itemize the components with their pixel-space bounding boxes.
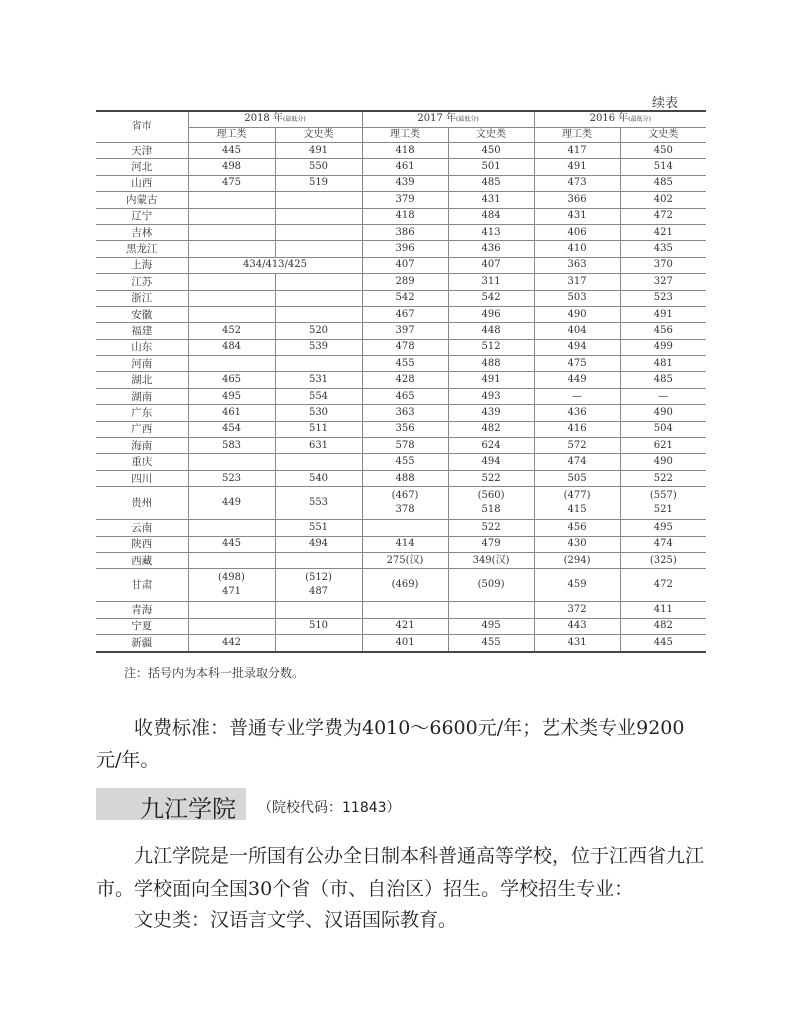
table-row — [96, 241, 706, 257]
score-cell — [275, 552, 362, 568]
score-cell: 498 — [188, 159, 275, 175]
score-cell: 407 — [362, 257, 448, 273]
province-cell: 海南 — [96, 438, 188, 454]
score-cell: 481 — [620, 356, 706, 372]
province-cell: 广东 — [96, 405, 188, 421]
score-cell: 491 — [448, 372, 534, 388]
score-cell — [275, 306, 362, 322]
province-cell: 河北 — [96, 159, 188, 175]
score-cell — [188, 454, 275, 470]
province-cell: 山东 — [96, 339, 188, 355]
year-header: 2017 年(最低分) — [362, 111, 534, 128]
table-row — [96, 635, 706, 652]
score-cell: 465 — [188, 372, 275, 388]
score-cell: 443 — [534, 618, 620, 634]
score-cell: 396 — [362, 241, 448, 257]
score-cell: 512 — [448, 339, 534, 355]
subject-header: 理工类 — [362, 128, 448, 143]
score-cell: 494 — [275, 536, 362, 552]
province-cell: 青海 — [96, 602, 188, 618]
score-cell — [362, 520, 448, 536]
score-cell: 349(汉) — [448, 552, 534, 568]
score-cell: 519 — [275, 175, 362, 191]
score-cell — [188, 602, 275, 618]
score-cell: 542 — [362, 290, 448, 306]
score-cell: — — [534, 388, 620, 404]
score-cell: 455 — [362, 454, 448, 470]
score-cell: 482 — [620, 618, 706, 634]
score-cell: 465 — [362, 388, 448, 404]
score-cell: 421 — [620, 224, 706, 240]
score-cell: 356 — [362, 421, 448, 437]
table-row — [96, 618, 706, 634]
score-cell: 431 — [448, 192, 534, 208]
score-cell: 540 — [275, 470, 362, 486]
score-cell: 523 — [620, 290, 706, 306]
table-row — [96, 224, 706, 240]
province-cell: 重庆 — [96, 454, 188, 470]
table-row — [96, 274, 706, 290]
table-row — [96, 438, 706, 454]
score-cell — [275, 192, 362, 208]
score-cell: 439 — [448, 405, 534, 421]
province-cell: 吉林 — [96, 224, 188, 240]
province-cell: 西藏 — [96, 552, 188, 568]
table-row — [96, 602, 706, 618]
intro-paragraph: 九江学院是一所国有公办全日制本科普通高等学校，位于江西省九江市。学校面向全国30个省（市、自治区）招生。学校招生专业： — [96, 845, 705, 900]
continued-label: 续表 — [652, 96, 679, 111]
table-row — [96, 208, 706, 224]
score-cell — [188, 224, 275, 240]
province-cell: 上海 — [96, 257, 188, 273]
score-cell: 522 — [448, 520, 534, 536]
province-cell: 山西 — [96, 175, 188, 191]
score-cell: 542 — [448, 290, 534, 306]
table-row — [96, 257, 706, 273]
score-cell — [275, 356, 362, 372]
score-cell: 504 — [620, 421, 706, 437]
score-cell — [275, 274, 362, 290]
province-cell: 四川 — [96, 470, 188, 486]
province-cell: 福建 — [96, 323, 188, 339]
score-cell: 370 — [620, 257, 706, 273]
score-cell: 531 — [275, 372, 362, 388]
score-cell: 473 — [534, 175, 620, 191]
score-cell — [188, 552, 275, 568]
score-cell: 397 — [362, 323, 448, 339]
score-cell: 624 — [448, 438, 534, 454]
score-cell: 416 — [534, 421, 620, 437]
score-cell: — — [620, 388, 706, 404]
province-cell: 天津 — [96, 143, 188, 159]
score-cell — [188, 618, 275, 634]
table-row — [96, 143, 706, 159]
score-cell — [188, 192, 275, 208]
table-row — [96, 552, 706, 568]
score-cell: 479 — [448, 536, 534, 552]
score-cell: 505 — [534, 470, 620, 486]
subject-header: 文史类 — [275, 128, 362, 143]
score-cell: 455 — [448, 635, 534, 652]
score-cell: 410 — [534, 241, 620, 257]
score-cell: 553 — [275, 487, 362, 520]
score-cell: 445 — [620, 635, 706, 652]
province-cell: 甘肃 — [96, 569, 188, 602]
score-cell: 496 — [448, 306, 534, 322]
province-cell: 陕西 — [96, 536, 188, 552]
score-cell: 456 — [534, 520, 620, 536]
score-cell: 510 — [275, 618, 362, 634]
province-cell: 湖南 — [96, 388, 188, 404]
score-cell: 491 — [620, 306, 706, 322]
score-cell: 363 — [362, 405, 448, 421]
score-cell: 411 — [620, 602, 706, 618]
score-cell: 439 — [362, 175, 448, 191]
score-cell: 539 — [275, 339, 362, 355]
score-cell: (325) — [620, 552, 706, 568]
province-cell: 贵州 — [96, 487, 188, 520]
score-cell: 417 — [534, 143, 620, 159]
score-cell: 499 — [620, 339, 706, 355]
table-row — [96, 520, 706, 536]
score-cell: 520 — [275, 323, 362, 339]
score-cell: 407 — [448, 257, 534, 273]
province-cell: 新疆 — [96, 635, 188, 652]
table-row — [96, 290, 706, 306]
majors-paragraph: 文史类：汉语言文学、汉语国际教育。 — [134, 909, 458, 931]
score-cell: 428 — [362, 372, 448, 388]
province-cell: 云南 — [96, 520, 188, 536]
score-cell: 514 — [620, 159, 706, 175]
score-cell: 490 — [620, 454, 706, 470]
score-cell: (498) 471 — [188, 569, 275, 602]
province-cell: 内蒙古 — [96, 192, 188, 208]
score-cell: 452 — [188, 323, 275, 339]
score-cell: 488 — [362, 470, 448, 486]
province-cell: 江苏 — [96, 274, 188, 290]
year-header: 2016 年(最低分) — [534, 111, 706, 128]
score-cell: 494 — [448, 454, 534, 470]
score-cell: 472 — [620, 569, 706, 602]
score-cell: 418 — [362, 143, 448, 159]
score-cell: 551 — [275, 520, 362, 536]
score-cell — [275, 602, 362, 618]
score-cell — [275, 454, 362, 470]
score-cell: 523 — [188, 470, 275, 486]
score-cell: 456 — [620, 323, 706, 339]
score-cell: 418 — [362, 208, 448, 224]
score-cell — [188, 241, 275, 257]
table-row — [96, 192, 706, 208]
score-cell: 631 — [275, 438, 362, 454]
school-name: 九江学院 — [140, 795, 236, 823]
score-cell: 475 — [188, 175, 275, 191]
score-cell: 445 — [188, 536, 275, 552]
score-cell: 472 — [620, 208, 706, 224]
score-cell: 501 — [448, 159, 534, 175]
score-cell — [188, 356, 275, 372]
province-cell: 安徽 — [96, 306, 188, 322]
score-cell: 317 — [534, 274, 620, 290]
score-cell: 490 — [534, 306, 620, 322]
score-cell: 436 — [534, 405, 620, 421]
score-cell: 494 — [534, 339, 620, 355]
score-cell: (557) 521 — [620, 487, 706, 520]
score-cell — [188, 306, 275, 322]
score-cell: 503 — [534, 290, 620, 306]
score-cell — [275, 290, 362, 306]
score-cell: 450 — [448, 143, 534, 159]
score-cell: 485 — [448, 175, 534, 191]
score-cell: 621 — [620, 438, 706, 454]
score-cell: (477) 415 — [534, 487, 620, 520]
table-note: 注：括号内为本科一批录取分数。 — [124, 666, 305, 680]
score-cell: 275(汉) — [362, 552, 448, 568]
fee-paragraph: 收费标准：普通专业学费为4010～6600元/年；艺术类专业9200元/年。 — [96, 717, 685, 771]
score-cell: 436 — [448, 241, 534, 257]
score-cell: 401 — [362, 635, 448, 652]
subject-header: 文史类 — [620, 128, 706, 143]
score-cell: 311 — [448, 274, 534, 290]
score-cell: 434/413/425 — [188, 257, 362, 273]
school-code: （院校代码：11843） — [258, 800, 401, 816]
score-cell — [188, 520, 275, 536]
score-cell: 366 — [534, 192, 620, 208]
score-cell: 495 — [188, 388, 275, 404]
score-cell: 431 — [534, 208, 620, 224]
table-row — [96, 569, 706, 602]
score-cell: 459 — [534, 569, 620, 602]
score-cell: 404 — [534, 323, 620, 339]
score-cell: 474 — [534, 454, 620, 470]
score-cell: 448 — [448, 323, 534, 339]
score-cell: 530 — [275, 405, 362, 421]
score-cell — [188, 274, 275, 290]
score-cell: 484 — [448, 208, 534, 224]
score-cell: 372 — [534, 602, 620, 618]
score-cell: 495 — [620, 520, 706, 536]
score-cell: 449 — [188, 487, 275, 520]
score-cell — [275, 208, 362, 224]
score-cell: 467 — [362, 306, 448, 322]
score-cell: 431 — [534, 635, 620, 652]
subject-header: 文史类 — [448, 128, 534, 143]
score-cell: 289 — [362, 274, 448, 290]
table-row — [96, 372, 706, 388]
score-cell: 484 — [188, 339, 275, 355]
province-cell: 河南 — [96, 356, 188, 372]
score-cell: 522 — [448, 470, 534, 486]
score-cell: (560) 518 — [448, 487, 534, 520]
score-cell: 491 — [534, 159, 620, 175]
table-row — [96, 159, 706, 175]
score-cell: 363 — [534, 257, 620, 273]
score-cell — [188, 290, 275, 306]
score-cell: 475 — [534, 356, 620, 372]
province-cell: 辽宁 — [96, 208, 188, 224]
score-cell: 485 — [620, 372, 706, 388]
score-cell — [188, 208, 275, 224]
score-cell: 485 — [620, 175, 706, 191]
province-cell: 浙江 — [96, 290, 188, 306]
score-cell: 413 — [448, 224, 534, 240]
score-cell: (294) — [534, 552, 620, 568]
score-cell — [275, 241, 362, 257]
score-cell: 421 — [362, 618, 448, 634]
score-cell — [275, 224, 362, 240]
table-row — [96, 454, 706, 470]
score-cell: 430 — [534, 536, 620, 552]
score-cell: 495 — [448, 618, 534, 634]
subject-header: 理工类 — [534, 128, 620, 143]
score-cell: 379 — [362, 192, 448, 208]
score-cell: (469) — [362, 569, 448, 602]
score-cell: 511 — [275, 421, 362, 437]
table-row — [96, 356, 706, 372]
score-cell: 450 — [620, 143, 706, 159]
score-cell: 488 — [448, 356, 534, 372]
table-row — [96, 470, 706, 486]
subject-header: 理工类 — [188, 128, 275, 143]
score-cell: 491 — [275, 143, 362, 159]
year-header: 2018 年(最低分) — [188, 111, 362, 128]
score-cell: 414 — [362, 536, 448, 552]
score-cell: 402 — [620, 192, 706, 208]
score-cell: 554 — [275, 388, 362, 404]
score-cell: 386 — [362, 224, 448, 240]
score-cell: 572 — [534, 438, 620, 454]
score-cell: 461 — [188, 405, 275, 421]
table-row — [96, 323, 706, 339]
score-cell: 449 — [534, 372, 620, 388]
score-cell — [448, 602, 534, 618]
score-cell: (512) 487 — [275, 569, 362, 602]
table-row — [96, 306, 706, 322]
score-cell: 522 — [620, 470, 706, 486]
score-cell: 461 — [362, 159, 448, 175]
table-row — [96, 405, 706, 421]
province-cell: 广西 — [96, 421, 188, 437]
score-cell: 327 — [620, 274, 706, 290]
province-cell: 宁夏 — [96, 618, 188, 634]
table-row — [96, 339, 706, 355]
score-cell: 406 — [534, 224, 620, 240]
score-cell: 445 — [188, 143, 275, 159]
score-cell: 490 — [620, 405, 706, 421]
score-cell: 435 — [620, 241, 706, 257]
table-row — [96, 536, 706, 552]
province-cell: 湖北 — [96, 372, 188, 388]
score-cell: 478 — [362, 339, 448, 355]
table-row — [96, 388, 706, 404]
score-cell: 454 — [188, 421, 275, 437]
score-cell: (509) — [448, 569, 534, 602]
score-cell: (467) 378 — [362, 487, 448, 520]
score-cell: 578 — [362, 438, 448, 454]
score-cell: 442 — [188, 635, 275, 652]
score-cell: 583 — [188, 438, 275, 454]
score-cell: 550 — [275, 159, 362, 175]
score-cell — [275, 635, 362, 652]
province-cell: 黑龙江 — [96, 241, 188, 257]
province-header: 省市 — [96, 111, 188, 143]
score-cell: 493 — [448, 388, 534, 404]
admission-scores-table — [96, 110, 706, 653]
score-cell: 482 — [448, 421, 534, 437]
table-body — [96, 143, 706, 652]
score-cell — [362, 602, 448, 618]
score-cell: 474 — [620, 536, 706, 552]
table-row — [96, 487, 706, 520]
table-row — [96, 421, 706, 437]
table-row — [96, 175, 706, 191]
score-cell: 455 — [362, 356, 448, 372]
